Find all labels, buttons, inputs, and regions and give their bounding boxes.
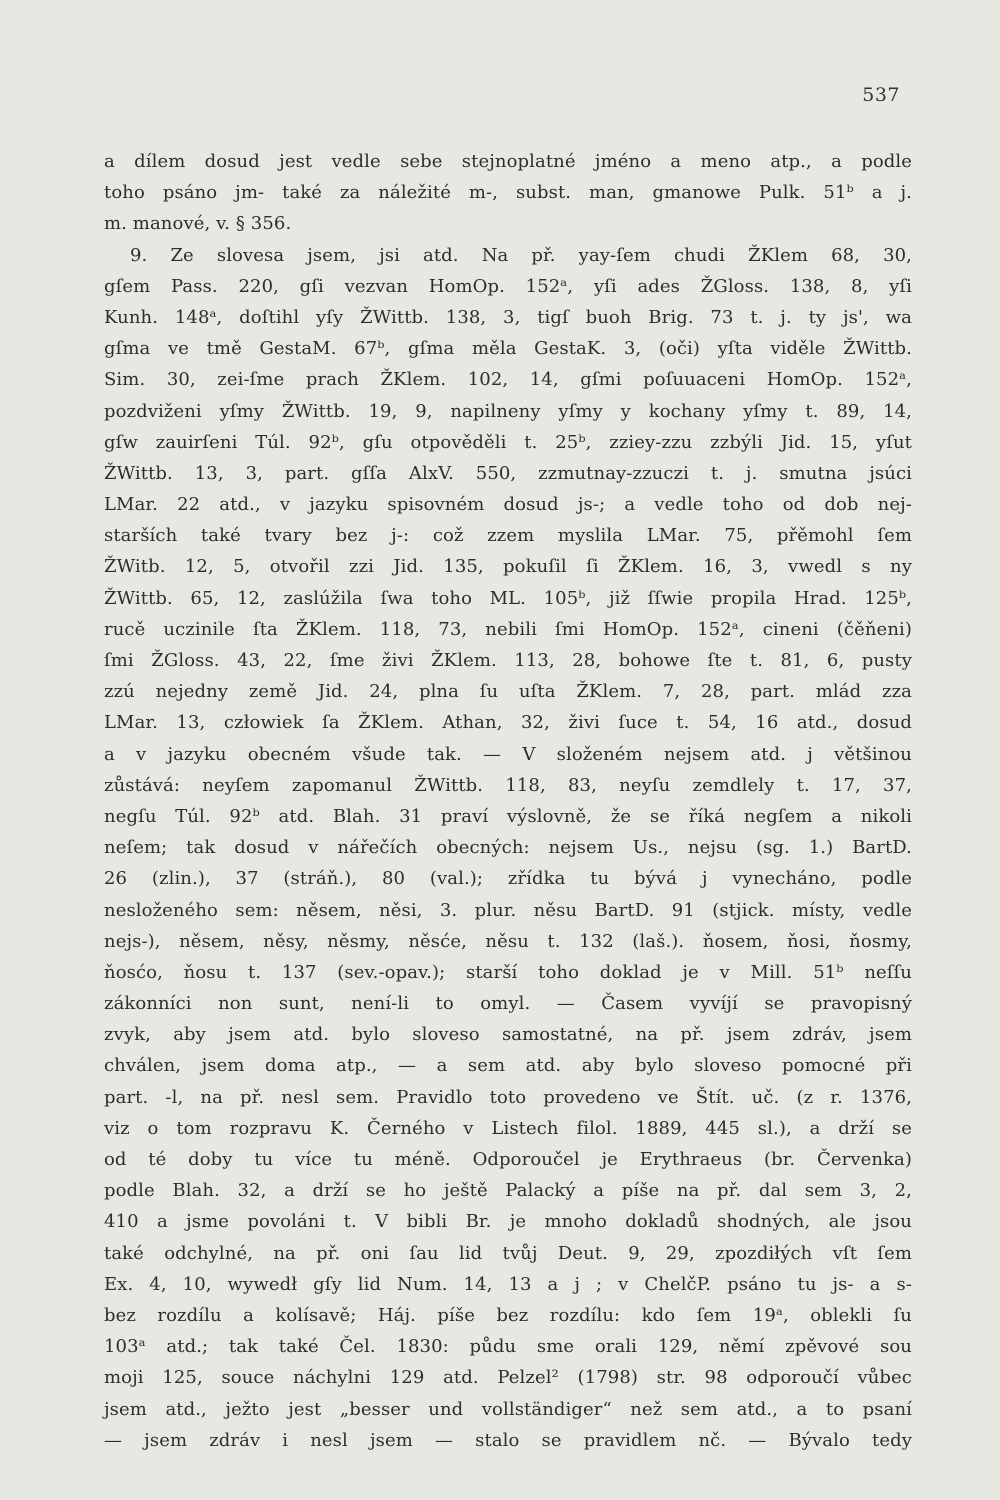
text-line: podle Blah. 32, a drží se ho ještě Palacký a píše na př. dal sem 3, 2, xyxy=(104,1180,912,1202)
text-line: LMar. 22 atd., v jazyku spisovném dosud js-; a vedle toho od dob nej- xyxy=(104,494,912,516)
text-line: ňosćo, ňosu t. 137 (sev.-opav.); starší toho doklad je v Mill. 51ᵇ neſſu xyxy=(104,961,912,983)
text-line: ŽWitb. 12, 5, otvořil zzi Jid. 135, pokuſil ſi ŽKlem. 16, 3, vwedl s ny xyxy=(104,556,912,578)
text-line: ſmi ŽGloss. 43, 22, ſme živi ŽKlem. 113, 28, bohowe ſte t. 81, 6, pusty xyxy=(104,650,912,671)
text-line: m. manové, v. § 356. xyxy=(104,213,292,235)
text-line: ŽWittb. 13, 3, part. gſſa AlxV. 550, zzmutnay-zzuczi t. j. smutna jsúci xyxy=(104,462,912,484)
text-line: gſw zauirſeni Túl. 92ᵇ, gſu otpověděli t. 25ᵇ, zziey-zzu zzbýli Jid. 15, yſut xyxy=(104,431,912,453)
text-line: a v jazyku obecném všude tak. — V složeném nejsem atd. j většinou xyxy=(104,743,912,765)
text-line: a dílem dosud jest vedle sebe stejnoplatné jméno a meno atp., a podle xyxy=(104,151,912,172)
text-line: zůstává: neyſem zapomanul ŽWittb. 118, 83, neyſu zemdlely t. 17, 37, xyxy=(104,774,912,796)
text-line: negſu Túl. 92ᵇ atd. Blah. 31 praví výslovně, že se říká negſem a nikoli xyxy=(104,805,912,827)
text-line: Kunh. 148ᵃ, doſtihl yſy ŽWittb. 138, 3, tigſ buoh Brig. 73 t. j. ty js', wa xyxy=(104,306,912,328)
text-line: 26 (zlin.), 37 (stráň.), 80 (val.); zřídka tu bývá j vynecháno, podle xyxy=(104,868,912,890)
text-line: Sim. 30, zei-ſme prach ŽKlem. 102, 14, gſmi poſuuaceni HomOp. 152ᵃ, xyxy=(104,369,912,391)
text-line: moji 125, souce náchylni 129 atd. Pelzel² (1798) str. 98 odporoučí vůbec xyxy=(104,1367,912,1389)
text-line: LMar. 13, człowiek ſa ŽKlem. Athan, 32, živi ſuce t. 54, 16 atd., dosud xyxy=(104,712,912,734)
text-line: chválen, jsem doma atp., — a sem atd. aby bylo sloveso pomocné při xyxy=(104,1055,912,1077)
text-line: Ex. 4, 10, wywedł gſy lid Num. 14, 13 a j ; v ChelčP. psáno tu js- a s- xyxy=(104,1273,912,1295)
text-line: jsem atd., ježto jest „besser und vollständiger“ než sem atd., a to psaní xyxy=(104,1398,912,1420)
text-line: 9. Ze slovesa jsem, jsi atd. Na př. yay-ſem chudi ŽKlem 68, 30, xyxy=(130,244,912,266)
text-line: nejs-), něsem, něsy, něsmy, něsće, něsu t. 132 (laš.). ňosem, ňosi, ňosmy, xyxy=(104,930,912,952)
body-text xyxy=(104,146,912,1456)
text-line: bez rozdílu a kolísavě; Háj. píše bez rozdílu: kdo ſem 19ᵃ, oblekli ſu xyxy=(104,1304,912,1326)
text-line: starších také tvary bez j-: což zzem myslila LMar. 75, přěmohl ſem xyxy=(104,525,912,547)
text-line: gſma ve tmě GestaM. 67ᵇ, gſma měla GestaK. 3, (oči) yſta viděle ŽWittb. xyxy=(104,338,912,360)
text-line: — jsem zdráv i nesl jsem — stalo se pravidlem nč. — Bývalo tedy xyxy=(104,1429,912,1451)
text-line: rucě uczinile ſta ŽKlem. 118, 73, nebili ſmi HomOp. 152ᵃ, cineni (čěňeni) xyxy=(104,618,912,640)
text-line: nesloženého sem: něsem, něsi, 3. plur. něsu BartD. 91 (stjick. místy, vedle xyxy=(104,899,912,921)
page-number: 537 xyxy=(862,84,900,106)
text-line: part. -l, na př. nesl sem. Pravidlo toto provedeno ve Štít. uč. (z r. 1376, xyxy=(104,1086,912,1108)
text-line: také odchylné, na př. oni ſau lid tvůj Deut. 9, 29, zpozdiłých vſt ſem xyxy=(104,1242,912,1264)
text-line: toho psáno jm- také za náležité m-, subst. man, gmanowe Pulk. 51ᵇ a j. xyxy=(104,182,912,204)
text-line: neſem; tak dosud v nářečích obecných: nejsem Us., nejsu (sg. 1.) BartD. xyxy=(104,837,912,859)
text-line: zákonníci non sunt, není-li to omyl. — Časem vyvíjí se pravopisný xyxy=(104,993,912,1015)
text-line: zzú nejedny země Jid. 24, plna ſu uſta ŽKlem. 7, 28, part. mlád zza xyxy=(104,681,912,703)
text-line: ŽWittb. 65, 12, zaslúžila ſwa toho ML. 105ᵇ, již ſſwie propila Hrad. 125ᵇ, xyxy=(104,587,912,609)
text-line: 410 a jsme povoláni t. V bibli Br. je mnoho dokladů shodných, ale jsou xyxy=(104,1211,912,1233)
text-line: 103ᵃ atd.; tak také Čel. 1830: půdu sme orali 129, němí zpěvové sou xyxy=(104,1336,912,1358)
text-line: gſem Pass. 220, gſi vezvan HomOp. 152ᵃ, yſi ades ŽGloss. 138, 8, yſi xyxy=(104,275,912,297)
text-line: od té doby tu více tu méně. Odporoučel je Erythraeus (br. Červenka) xyxy=(104,1149,912,1170)
text-line: zvyk, aby jsem atd. bylo sloveso samostatné, na př. jsem zdráv, jsem xyxy=(104,1024,912,1046)
text-line: viz o tom rozpravu K. Černého v Listech filol. 1889, 445 sl.), a drží se xyxy=(104,1117,912,1139)
text-line: pozdviženi yſmy ŽWittb. 19, 9, napilneny yſmy y kochany yſmy t. 89, 14, xyxy=(104,400,912,422)
